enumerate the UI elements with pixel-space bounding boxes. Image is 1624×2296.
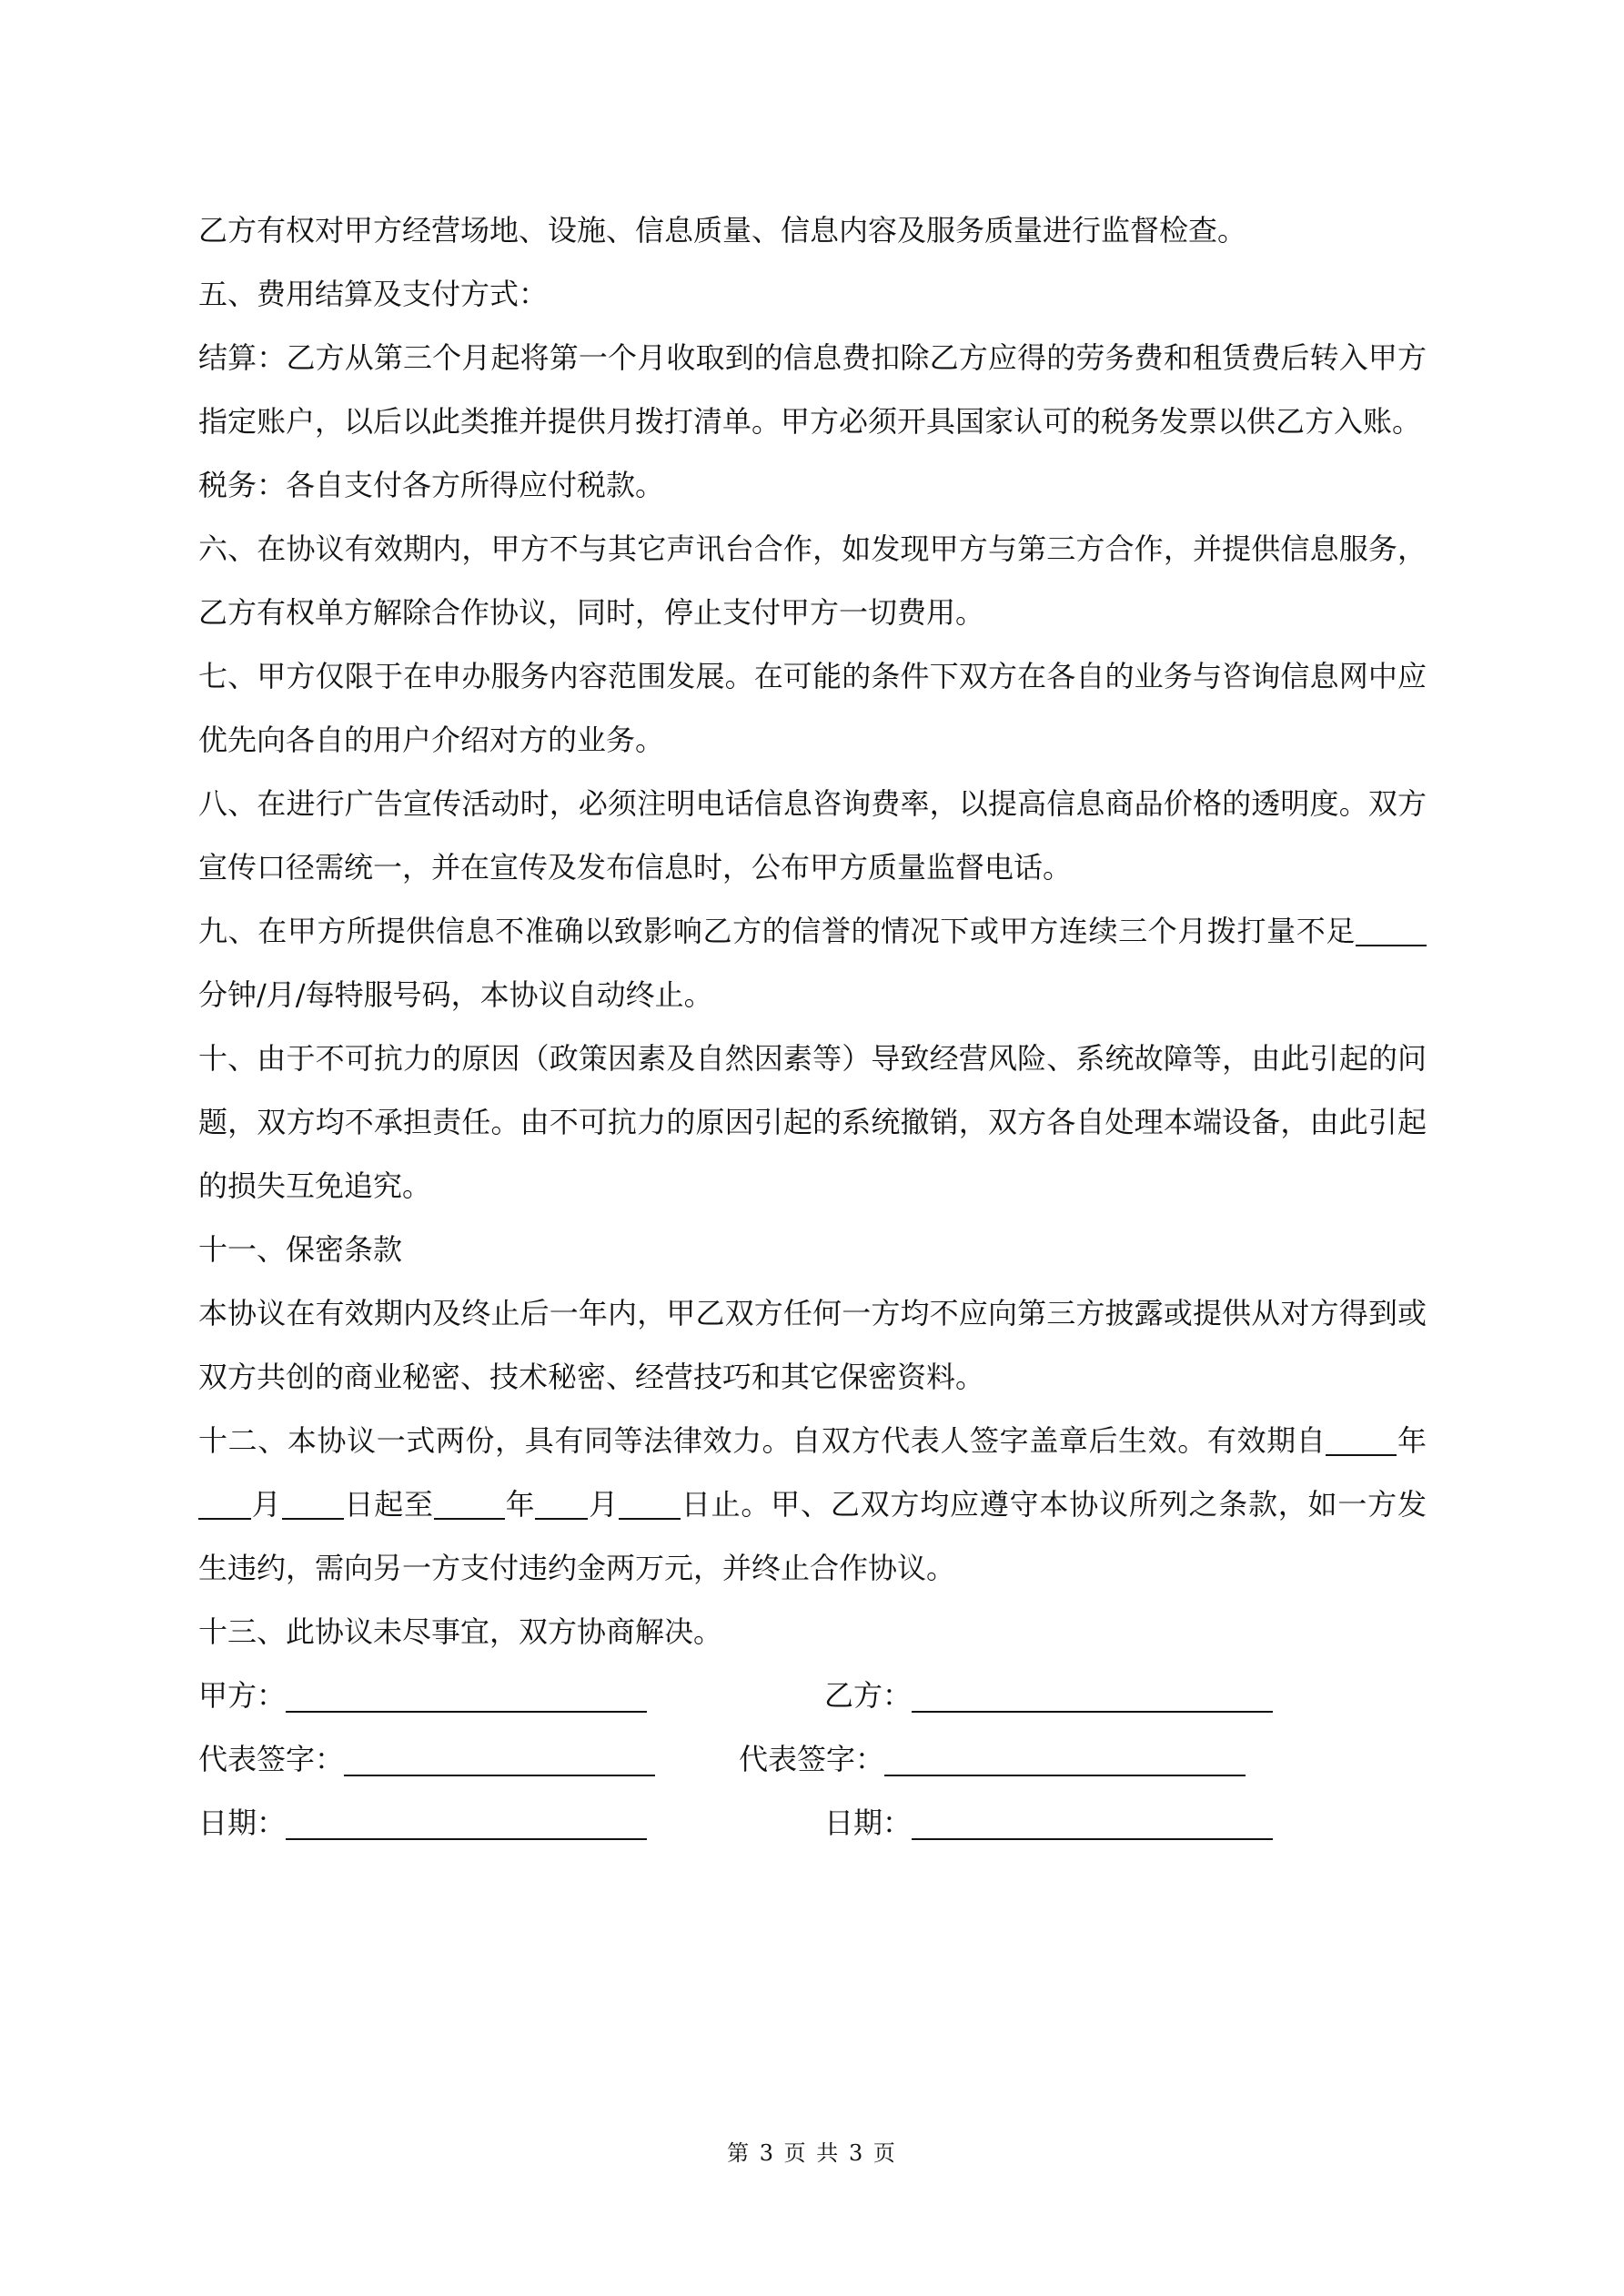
day-from-label: 日起至 bbox=[343, 1487, 434, 1522]
rep-a-label: 代表签字： bbox=[198, 1742, 345, 1776]
party-a-signature bbox=[198, 1664, 647, 1727]
paragraph-settlement: 结算：乙方从第三个月起将第一个月收取到的信息费扣除乙方应得的劳务费和租赁费后转入甲方指定账户，以后以此类推并提供月拨打清单。甲方必须开具国家认可的税务发票以供乙方入账。 bbox=[198, 340, 1427, 439]
signature-row-party bbox=[198, 1664, 1427, 1727]
clause-nine-text-a: 九、在甲方所提供信息不准确以致影响乙方的信誉的情况下或甲方连续三个月拨打量不足 bbox=[198, 914, 1356, 948]
year-label: 年 bbox=[1397, 1423, 1427, 1458]
document-body bbox=[198, 198, 1427, 1855]
party-b-line bbox=[912, 1680, 1273, 1713]
clause-nine bbox=[198, 899, 1427, 1027]
rep-b-label: 代表签字： bbox=[739, 1742, 885, 1776]
page-indicator: 第 3 页 共 3 页 bbox=[727, 2140, 897, 2166]
paragraph-tax: 税务：各自支付各方所得应付税款。 bbox=[198, 468, 665, 502]
clause-nine-text-b: 分钟/月/每特服号码，本协议自动终止。 bbox=[198, 977, 713, 1012]
clause-six: 六、在协议有效期内，甲方不与其它声讯台合作，如发现甲方与第三方合作，并提供信息服务，乙方有权单方解除合作协议，同时，停止支付甲方一切费用。 bbox=[198, 531, 1427, 630]
rep-a-signature bbox=[198, 1727, 655, 1791]
clause-seven: 七、甲方仅限于在申办服务内容范围发展。在可能的条件下双方在各自的业务与咨询信息网中应优先向各自的用户介绍对方的业务。 bbox=[198, 659, 1427, 757]
signature-row-date bbox=[198, 1791, 1427, 1855]
end-month-blank bbox=[535, 1489, 588, 1520]
clause-thirteen: 十三、此协议未尽事宜，双方协商解决。 bbox=[198, 1614, 723, 1649]
end-day-blank bbox=[619, 1489, 681, 1520]
date-b-label: 日期： bbox=[824, 1805, 913, 1840]
rep-b-line bbox=[884, 1744, 1246, 1776]
signature-row-representative bbox=[198, 1727, 1427, 1791]
rep-b-signature bbox=[739, 1727, 1246, 1791]
date-a-line bbox=[286, 1807, 647, 1840]
party-b-label: 乙方： bbox=[824, 1678, 913, 1713]
date-b-line bbox=[912, 1807, 1273, 1840]
paragraph-supervision: 乙方有权对甲方经营场地、设施、信息质量、信息内容及服务质量进行监督检查。 bbox=[198, 213, 1247, 248]
minutes-blank bbox=[1356, 915, 1427, 946]
party-b-signature bbox=[824, 1664, 1273, 1727]
party-a-label: 甲方： bbox=[198, 1678, 287, 1713]
clause-twelve bbox=[198, 1409, 1427, 1600]
paragraph-confidentiality: 本协议在有效期内及终止后一年内，甲乙双方任何一方均不应向第三方披露或提供从对方得到或双方共创的商业秘密、技术秘密、经营技巧和其它保密资料。 bbox=[198, 1296, 1427, 1394]
date-b-signature bbox=[824, 1791, 1273, 1855]
month-label: 月 bbox=[588, 1487, 620, 1522]
start-day-blank bbox=[282, 1489, 344, 1520]
start-year-blank bbox=[1326, 1425, 1397, 1456]
date-a-label: 日期： bbox=[198, 1805, 287, 1840]
month-label: 月 bbox=[251, 1487, 282, 1522]
party-a-line bbox=[286, 1680, 647, 1713]
clause-eight: 八、在进行广告宣传活动时，必须注明电话信息咨询费率，以提高信息商品价格的透明度。双方宣传口径需统一，并在宣传及发布信息时，公布甲方质量监督电话。 bbox=[198, 786, 1427, 885]
rep-a-line bbox=[344, 1744, 655, 1776]
clause-twelve-text-a: 十二、本协议一式两份，具有同等法律效力。自双方代表人签字盖章后生效。有效期自 bbox=[198, 1423, 1326, 1458]
heading-confidentiality: 十一、保密条款 bbox=[198, 1232, 403, 1267]
clause-twelve-text-b: 日止。甲、乙双方均应遵守本协议所列之条款，如一方发生违约，需向另一方支付违约金两万元，并终止合作协议。 bbox=[198, 1487, 1427, 1585]
clause-ten: 十、由于不可抗力的原因（政策因素及自然因素等）导致经营风险、系统故障等，由此引起的问题，双方均不承担责任。由不可抗力的原因引起的系统撤销，双方各自处理本端设备，由此引起的损失互免追究。 bbox=[198, 1041, 1427, 1203]
heading-fee-settlement: 五、费用结算及支付方式： bbox=[198, 277, 549, 311]
year-label: 年 bbox=[504, 1487, 536, 1522]
date-a-signature bbox=[198, 1791, 647, 1855]
end-year-blank bbox=[434, 1489, 505, 1520]
start-month-blank bbox=[198, 1489, 251, 1520]
